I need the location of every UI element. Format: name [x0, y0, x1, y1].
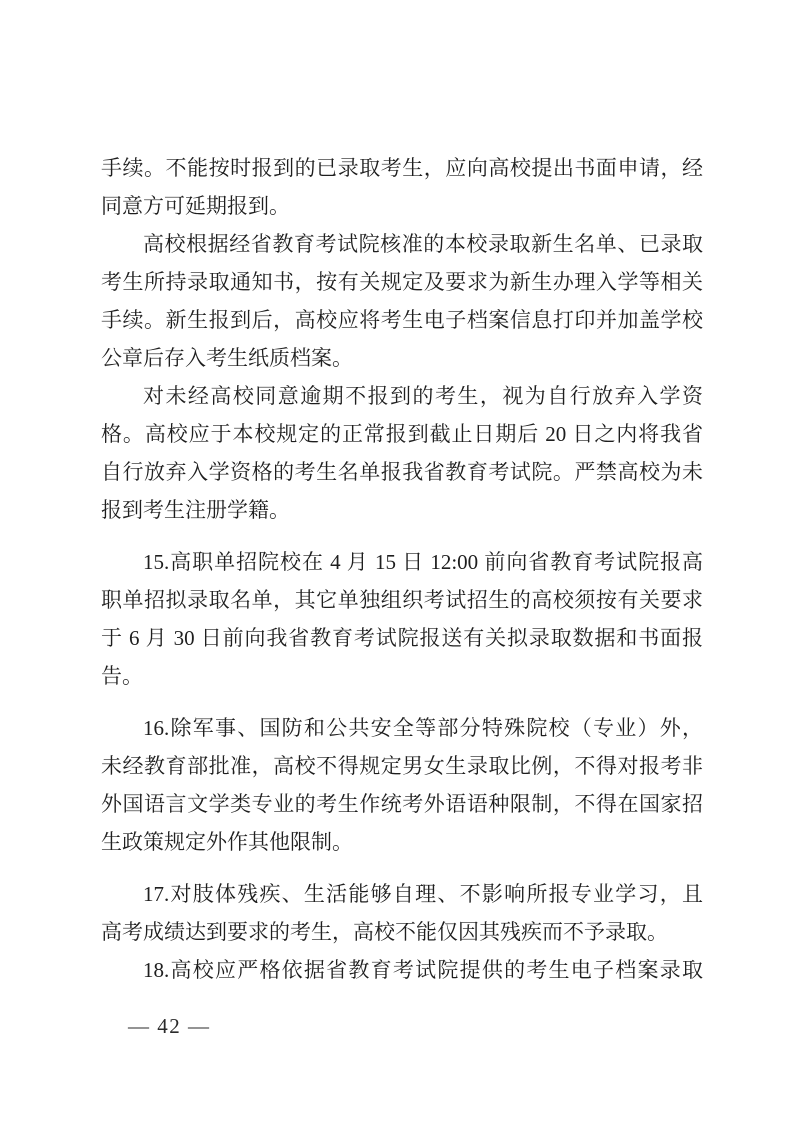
paragraph-15 — [101, 543, 703, 695]
paragraph-16 — [101, 709, 703, 861]
text-line: 16.除军事、国防和公共安全等部分特殊院校（专业）外， — [143, 716, 703, 740]
text-line: 高校根据经省教育考试院核准的本校录取新生名单、已录取 — [143, 232, 703, 256]
text-line: 未经教育部批准，高校不得规定男女生录取比例，不得对报考非 — [101, 754, 703, 778]
page-number: — 42 — — [128, 1014, 211, 1038]
text-line: 手续。新生报到后，高校应将考生电子档案信息打印并加盖学校 — [101, 308, 703, 332]
text-line: 生政策规定外作其他限制。 — [101, 830, 353, 854]
text-line: 17.对肢体残疾、生活能够自理、不影响所报专业学习，且 — [143, 882, 703, 906]
text-line: 15.高职单招院校在 4 月 15 日 12:00 前向省教育考试院报高 — [143, 550, 703, 574]
text-line: 于 6 月 30 日前向我省教育考试院报送有关拟录取数据和书面报 — [101, 626, 703, 650]
paragraph-continuation — [101, 149, 703, 225]
text-line: 高考成绩达到要求的考生，高校不能仅因其残疾而不予录取。 — [101, 920, 668, 944]
text-line: 职单招拟录取名单，其它单独组织考试招生的高校须按有关要求 — [101, 588, 703, 612]
text-line: 手续。不能按时报到的已录取考生，应向高校提出书面申请，经 — [101, 156, 703, 180]
text-line: 18.高校应严格依据省教育考试院提供的考生电子档案录取 — [143, 958, 703, 982]
text-line: 外国语言文学类专业的考生作统考外语语种限制，不得在国家招 — [101, 792, 703, 816]
text-line: 告。 — [101, 664, 143, 688]
paragraph-18 — [101, 951, 703, 989]
paragraph-school-procedures — [101, 225, 703, 377]
text-line: 对未经高校同意逾期不报到的考生，视为自行放弃入学资 — [143, 384, 703, 408]
text-line: 公章后存入考生纸质档案。 — [101, 346, 353, 370]
text-line: 同意方可延期报到。 — [101, 194, 290, 218]
paragraph-17 — [101, 875, 703, 951]
paragraph-overdue-report — [101, 377, 703, 529]
text-line: 格。高校应于本校规定的正常报到截止日期后 20 日之内将我省 — [101, 422, 703, 446]
text-line: 报到考生注册学籍。 — [101, 498, 290, 522]
text-line: 自行放弃入学资格的考生名单报我省教育考试院。严禁高校为未 — [101, 460, 703, 484]
text-line: 考生所持录取通知书，按有关规定及要求为新生办理入学等相关 — [101, 270, 703, 294]
document-body — [101, 149, 703, 989]
